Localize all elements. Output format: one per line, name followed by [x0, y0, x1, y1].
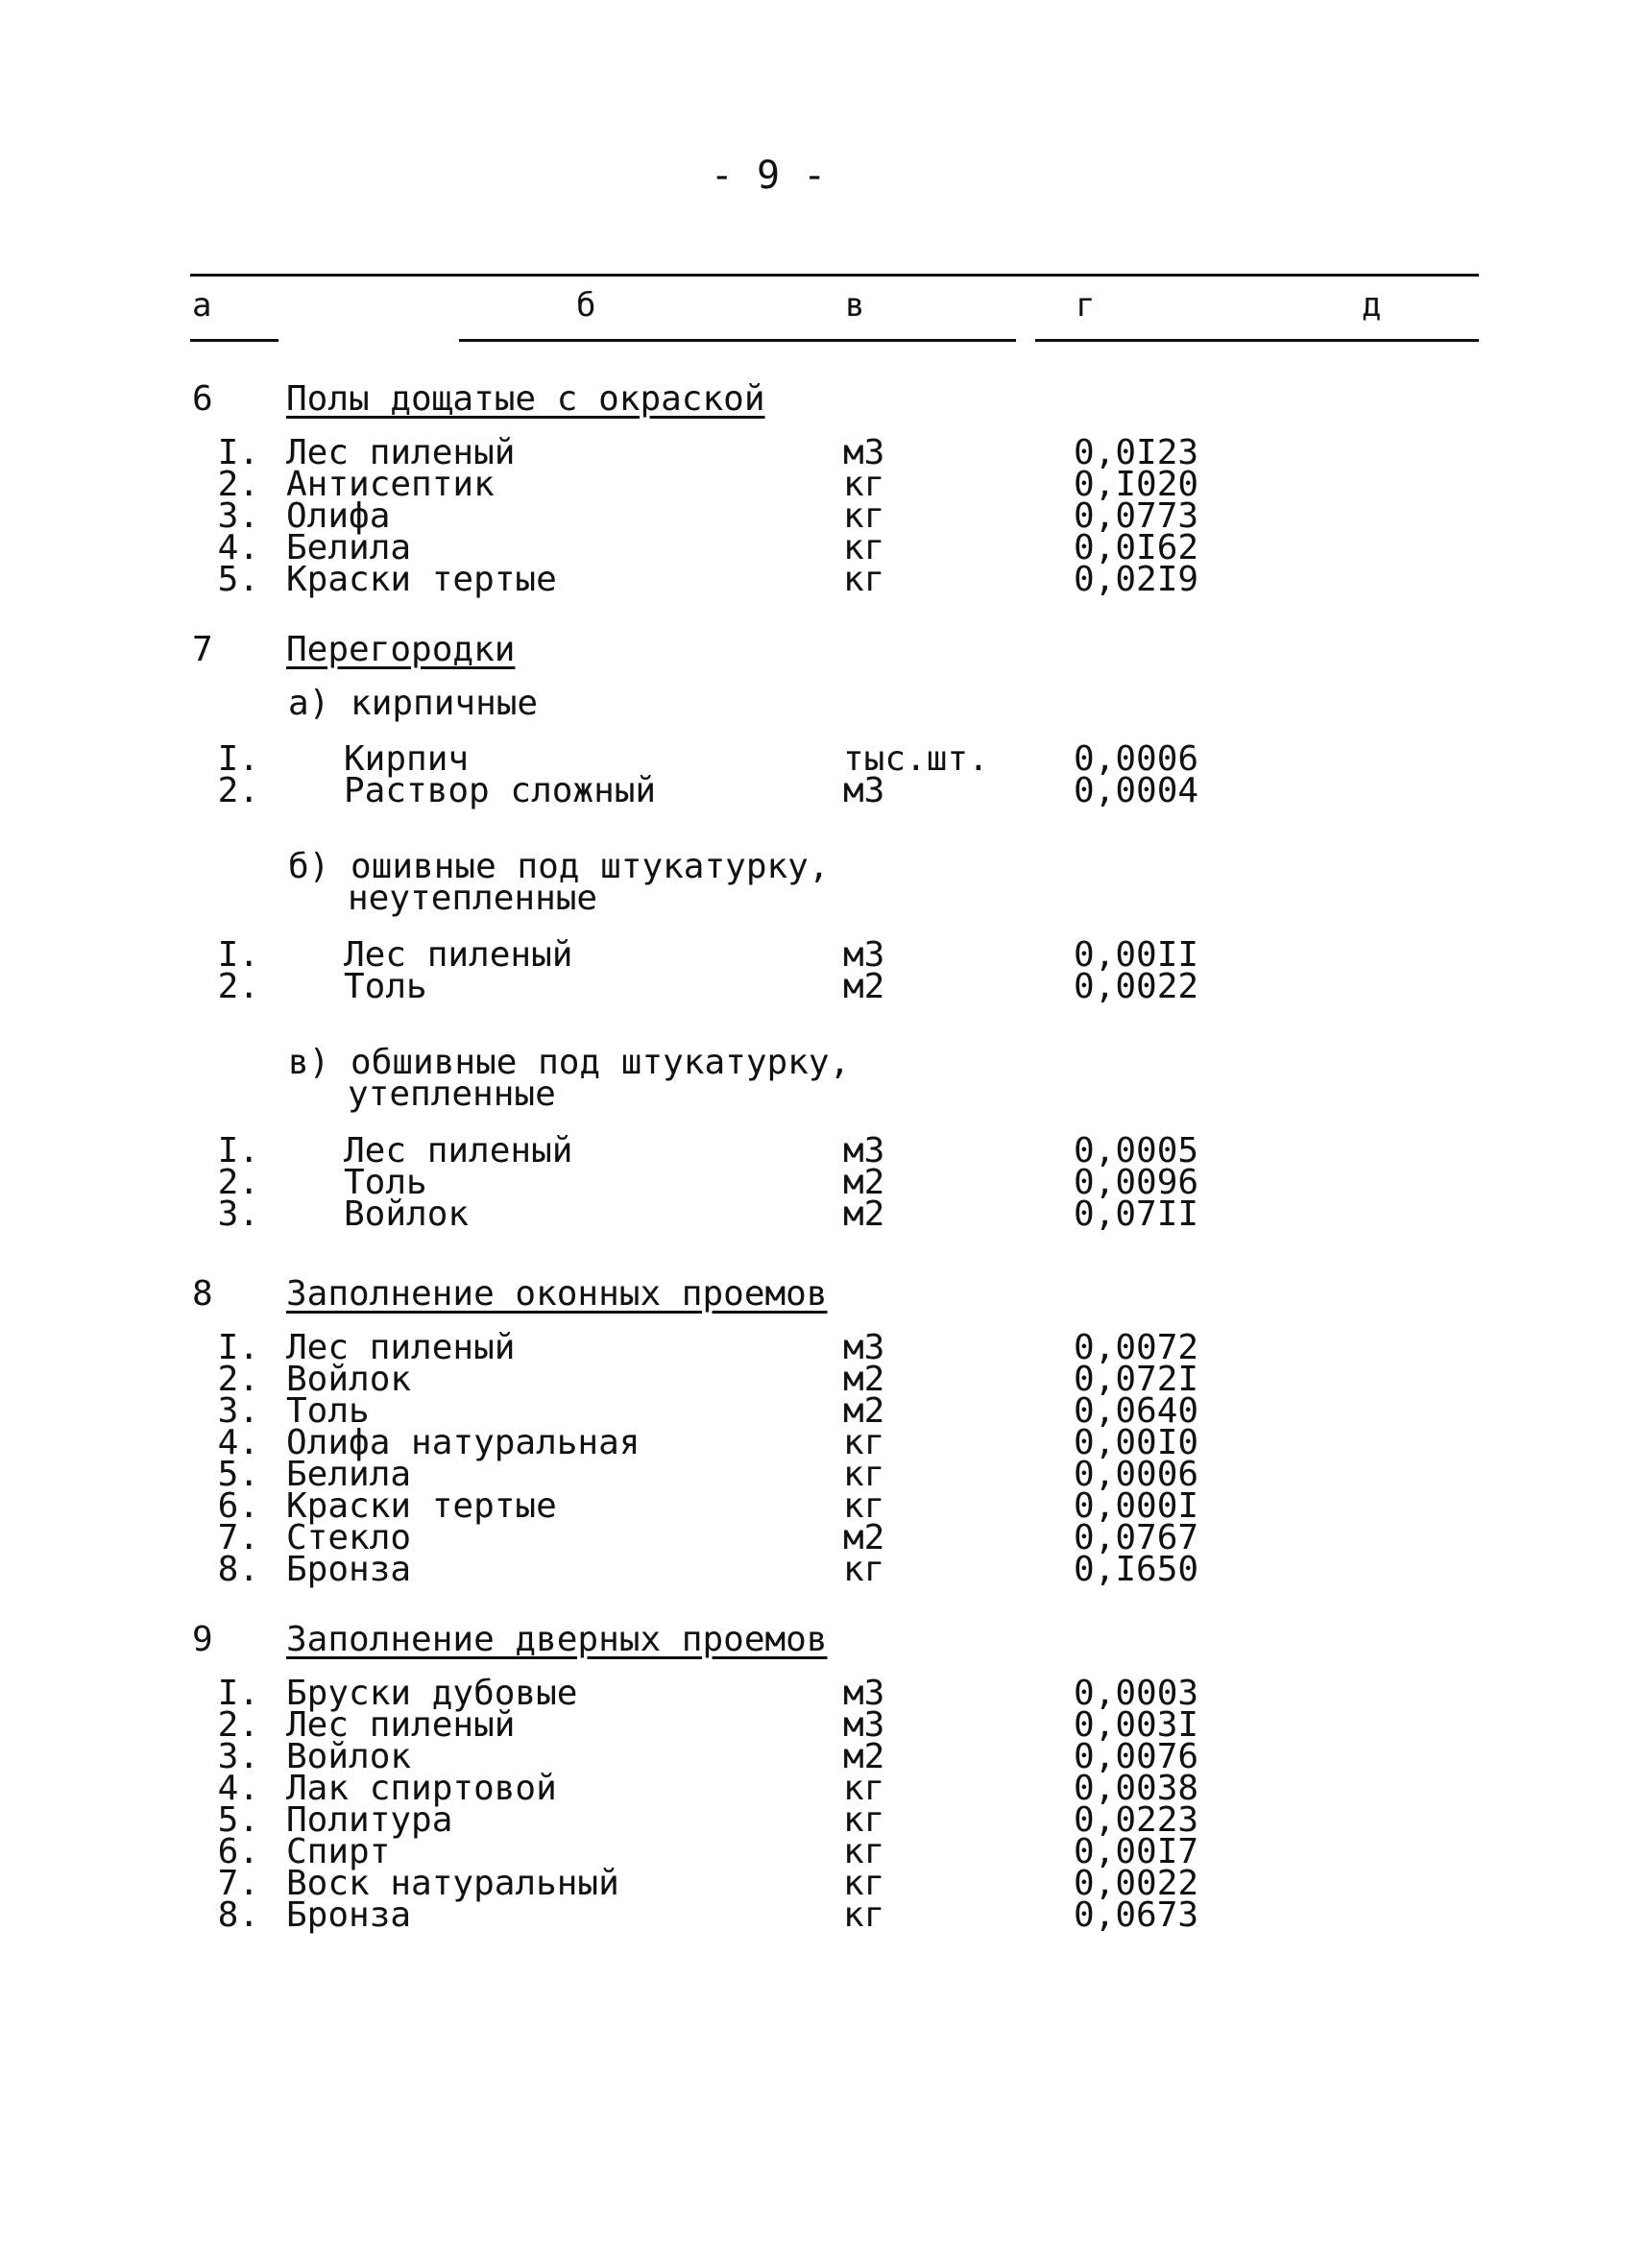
item-unit: м2 — [843, 1163, 885, 1202]
item-unit: м3 — [843, 1674, 885, 1713]
item-number: 5. — [217, 560, 259, 599]
subsection-label — [0, 847, 1645, 939]
section-7 — [0, 630, 1645, 1274]
item-quantity: 0,003I — [1074, 1705, 1199, 1745]
item-quantity: 0,0022 — [1074, 967, 1199, 1006]
item-unit: м2 — [843, 1194, 885, 1234]
item-row — [0, 1550, 1645, 1589]
subsection-label-line: неутепленные — [348, 879, 598, 918]
section-number: 7 — [192, 630, 213, 669]
subsection-label-text — [288, 847, 864, 918]
item-list — [0, 739, 1645, 810]
item-row — [0, 1895, 1645, 1935]
item-unit: кг — [843, 528, 885, 567]
item-quantity: 0,I650 — [1074, 1550, 1199, 1589]
item-number: 2. — [217, 1360, 259, 1399]
item-name: Толь — [344, 1163, 427, 1202]
subsection-label-line: в) обшивные под штукатурку, — [288, 1043, 851, 1082]
item-name: Бруски дубовые — [286, 1674, 578, 1713]
item-quantity: 0,I020 — [1074, 465, 1199, 504]
item-unit: кг — [843, 1864, 885, 1903]
item-list — [0, 1131, 1645, 1234]
item-name: Бронза — [286, 1895, 412, 1935]
item-number: 6. — [217, 1832, 259, 1871]
item-name: Спирт — [286, 1832, 391, 1871]
item-unit: м3 — [843, 1705, 885, 1745]
item-unit: кг — [843, 496, 885, 536]
item-unit: кг — [843, 1486, 885, 1526]
item-quantity: 0,0072 — [1074, 1328, 1199, 1367]
item-number: 2. — [217, 967, 259, 1006]
item-number: I. — [217, 739, 259, 779]
item-number: 2. — [217, 1705, 259, 1745]
item-unit: м2 — [843, 967, 885, 1006]
item-quantity: 0,0076 — [1074, 1737, 1199, 1776]
item-number: 5. — [217, 1800, 259, 1840]
item-quantity: 0,0006 — [1074, 1455, 1199, 1494]
section-number: 6 — [192, 379, 213, 419]
section-9 — [0, 1620, 1645, 1966]
item-list — [0, 935, 1645, 1006]
item-list — [0, 1674, 1645, 1935]
subsection-label-line: а) кирпичные — [288, 684, 539, 723]
item-name: Лак спиртовой — [286, 1769, 557, 1808]
item-number: 2. — [217, 465, 259, 504]
item-unit: кг — [843, 1895, 885, 1935]
item-row — [0, 967, 1645, 1006]
item-quantity: 0,0223 — [1074, 1800, 1199, 1840]
item-number: 7. — [217, 1864, 259, 1903]
column-header-b: б — [576, 286, 596, 325]
item-quantity: 0,00II — [1074, 935, 1199, 975]
item-unit: м3 — [843, 433, 885, 472]
item-unit: кг — [843, 1423, 885, 1462]
item-row — [0, 771, 1645, 810]
item-quantity: 0,0004 — [1074, 771, 1199, 810]
item-unit: кг — [843, 1800, 885, 1840]
item-name: Толь — [286, 1391, 370, 1431]
item-name: Антисептик — [286, 465, 495, 504]
item-row — [0, 560, 1645, 599]
subsection-label-text — [288, 1043, 864, 1114]
section-heading — [0, 630, 1645, 688]
item-quantity: 0,0038 — [1074, 1769, 1199, 1808]
item-unit: кг — [843, 560, 885, 599]
item-name: Лес пиленый — [344, 1131, 573, 1170]
item-name: Кирпич — [344, 739, 470, 779]
item-number: 2. — [217, 1163, 259, 1202]
item-name: Краски тертые — [286, 560, 557, 599]
section-heading — [0, 1274, 1645, 1332]
header-top-rule — [190, 274, 1479, 277]
page-number: - 9 - — [710, 154, 827, 198]
item-quantity: 0,0I62 — [1074, 528, 1199, 567]
item-quantity: 0,0673 — [1074, 1895, 1199, 1935]
section-6 — [0, 379, 1645, 630]
item-quantity: 0,0767 — [1074, 1518, 1199, 1557]
item-number: 8. — [217, 1550, 259, 1589]
item-name: Олифа натуральная — [286, 1423, 641, 1462]
item-unit: м2 — [843, 1518, 885, 1557]
item-quantity: 0,0640 — [1074, 1391, 1199, 1431]
item-unit: м2 — [843, 1391, 885, 1431]
item-quantity: 0,00I0 — [1074, 1423, 1199, 1462]
item-unit: м3 — [843, 771, 885, 810]
item-unit: кг — [843, 465, 885, 504]
item-quantity: 0,0006 — [1074, 739, 1199, 779]
item-number: 2. — [217, 771, 259, 810]
item-name: Олифа — [286, 496, 391, 536]
subsection-label — [0, 684, 1645, 743]
item-unit: тыс.шт. — [843, 739, 989, 779]
item-unit: м3 — [843, 1131, 885, 1170]
item-unit: м3 — [843, 935, 885, 975]
item-number: 3. — [217, 496, 259, 536]
item-name: Лес пиленый — [344, 935, 573, 975]
item-row — [0, 1194, 1645, 1234]
item-number: 3. — [217, 1194, 259, 1234]
item-number: I. — [217, 1131, 259, 1170]
item-quantity: 0,072I — [1074, 1360, 1199, 1399]
item-name: Краски тертые — [286, 1486, 557, 1526]
item-name: Воск натуральный — [286, 1864, 619, 1903]
section-number: 9 — [192, 1620, 213, 1659]
item-number: 4. — [217, 1423, 259, 1462]
item-quantity: 0,0003 — [1074, 1674, 1199, 1713]
item-name: Войлок — [286, 1737, 412, 1776]
item-number: 3. — [217, 1737, 259, 1776]
item-name: Войлок — [344, 1194, 470, 1234]
item-number: 8. — [217, 1895, 259, 1935]
item-number: I. — [217, 433, 259, 472]
item-name: Лес пиленый — [286, 433, 516, 472]
section-number: 8 — [192, 1274, 213, 1314]
section-8 — [0, 1274, 1645, 1620]
item-quantity: 0,00I7 — [1074, 1832, 1199, 1871]
item-unit: м3 — [843, 1328, 885, 1367]
item-unit: кг — [843, 1550, 885, 1589]
item-list — [0, 1328, 1645, 1589]
item-quantity: 0,0005 — [1074, 1131, 1199, 1170]
item-name: Лес пиленый — [286, 1705, 516, 1745]
item-quantity: 0,000I — [1074, 1486, 1199, 1526]
item-unit: кг — [843, 1769, 885, 1808]
item-quantity: 0,07II — [1074, 1194, 1199, 1234]
subsection-label-line: б) ошивные под штукатурку, — [288, 847, 830, 886]
header-bottom-rule-left — [190, 339, 278, 342]
item-number: 7. — [217, 1518, 259, 1557]
item-quantity: 0,02I9 — [1074, 560, 1199, 599]
item-unit: м2 — [843, 1360, 885, 1399]
item-number: 4. — [217, 1769, 259, 1808]
item-number: I. — [217, 1328, 259, 1367]
item-name: Белила — [286, 1455, 412, 1494]
item-name: Бронза — [286, 1550, 412, 1589]
item-number: 4. — [217, 528, 259, 567]
item-quantity: 0,0I23 — [1074, 433, 1199, 472]
column-header-d: д — [1362, 286, 1382, 325]
column-header-g: г — [1076, 286, 1096, 325]
item-quantity: 0,0022 — [1074, 1864, 1199, 1903]
section-heading — [0, 379, 1645, 437]
item-unit: кг — [843, 1832, 885, 1871]
item-quantity: 0,0096 — [1074, 1163, 1199, 1202]
subsection-label-text — [288, 684, 864, 723]
item-list — [0, 433, 1645, 599]
section-title: Полы дощатые с окраской — [286, 379, 765, 419]
subsection-label-line: утепленные — [348, 1074, 556, 1114]
item-name: Политура — [286, 1800, 453, 1840]
section-title: Заполнение дверных проемов — [286, 1620, 828, 1659]
header-bottom-rule-middle — [459, 339, 1016, 342]
header-bottom-rule-right — [1035, 339, 1479, 342]
item-name: Лес пиленый — [286, 1328, 516, 1367]
item-name: Раствор сложный — [344, 771, 657, 810]
column-header-v: в — [845, 286, 865, 325]
item-unit: кг — [843, 1455, 885, 1494]
item-number: I. — [217, 935, 259, 975]
section-heading — [0, 1620, 1645, 1677]
item-unit: м2 — [843, 1737, 885, 1776]
item-name: Войлок — [286, 1360, 412, 1399]
subsection-label — [0, 1043, 1645, 1135]
column-header-a: а — [192, 286, 212, 325]
section-title: Заполнение оконных проемов — [286, 1274, 828, 1314]
item-quantity: 0,0773 — [1074, 496, 1199, 536]
item-number: 5. — [217, 1455, 259, 1494]
item-number: I. — [217, 1674, 259, 1713]
spec-content — [0, 379, 1645, 1966]
item-number: 6. — [217, 1486, 259, 1526]
item-number: 3. — [217, 1391, 259, 1431]
item-name: Толь — [344, 967, 427, 1006]
section-title: Перегородки — [286, 630, 516, 669]
item-name: Белила — [286, 528, 412, 567]
item-name: Стекло — [286, 1518, 412, 1557]
